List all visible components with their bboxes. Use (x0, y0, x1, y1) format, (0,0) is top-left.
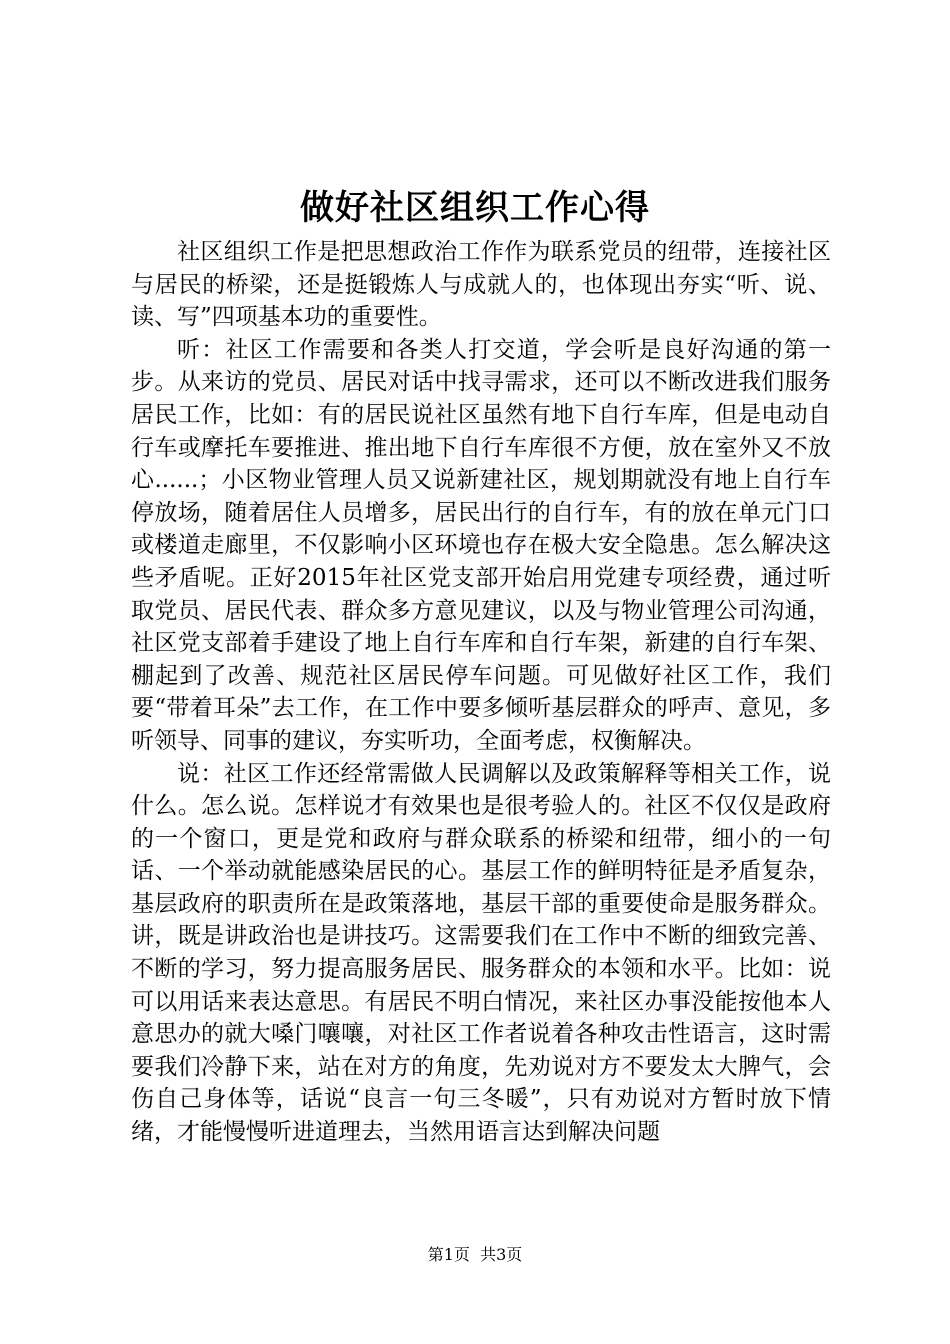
document-title: 做好社区组织工作心得 (300, 188, 650, 228)
page-total: 共3页 (480, 1245, 523, 1264)
document-body (131, 236, 831, 1149)
paragraph-listening: 听：社区工作需要和各类人打交道，学会听是良好沟通的第一步。从来访的党员、居民对话中找寻需求，还可以不断改进我们服务居民工作，比如：有的居民说社区虽然有地下自行车库，但是电动自行车或摩托车要推进、推出地下自行车库很不方便，放在室外又不放心......；小区物业管理人员又说新建社区，规划期就没有地上自行车停放场，随着居住人员增多，居民出行的自行车，有的放在单元门口或楼道走廊里，不仅影响小区环境也存在极大安全隐患。怎么解决这些矛盾呢。正好2015年社区党支部开始启用党建专项经费，通过听取党员、居民代表、群众多方意见建议，以及与物业管理公司沟通，社区党支部着手建设了地上自行车库和自行车架，新建的自行车架、棚起到了改善、规范社区居民停车问题。可见做好社区工作，我们要“带着耳朵”去工作，在工作中要多倾听基层群众的呼声、意见，多听领导、同事的建议，夯实听功，全面考虑，权衡解决。 (131, 336, 831, 754)
paragraph-speaking: 说：社区工作还经常需做人民调解以及政策解释等相关工作，说什么。怎么说。怎样说才有效果也是很考验人的。社区不仅仅是政府的一个窗口，更是党和政府与群众联系的桥梁和纽带，细小的一句话、一个举动就能感染居民的心。基层工作的鲜明特征是矛盾复杂，基层政府的职责所在是政策落地，基层干部的重要使命是服务群众。讲，既是讲政治也是讲技巧。这需要我们在工作中不断的细致完善、不断的学习，努力提高服务居民、服务群众的本领和水平。比如：说可以用话来表达意思。有居民不明白情况，来社区办事没能按他本人意思办的就大嗓门嚷嚷，对社区工作者说着各种攻击性语言，这时需要我们冷静下来，站在对方的角度，先劝说对方不要发太大脾气，会伤自己身体等，话说“良言一句三冬暖”，只有劝说对方暂时放下情绪，才能慢慢听进道理去，当然用语言达到解决问题 (131, 760, 831, 1146)
page-footer (0, 1243, 950, 1267)
page-number: 第1页 (427, 1245, 470, 1264)
paragraph-intro: 社区组织工作是把思想政治工作作为联系党员的纽带，连接社区与居民的桥梁，还是挺锻炼人与成就人的，也体现出夯实“听、说、读、写”四项基本功的重要性。 (131, 239, 831, 331)
